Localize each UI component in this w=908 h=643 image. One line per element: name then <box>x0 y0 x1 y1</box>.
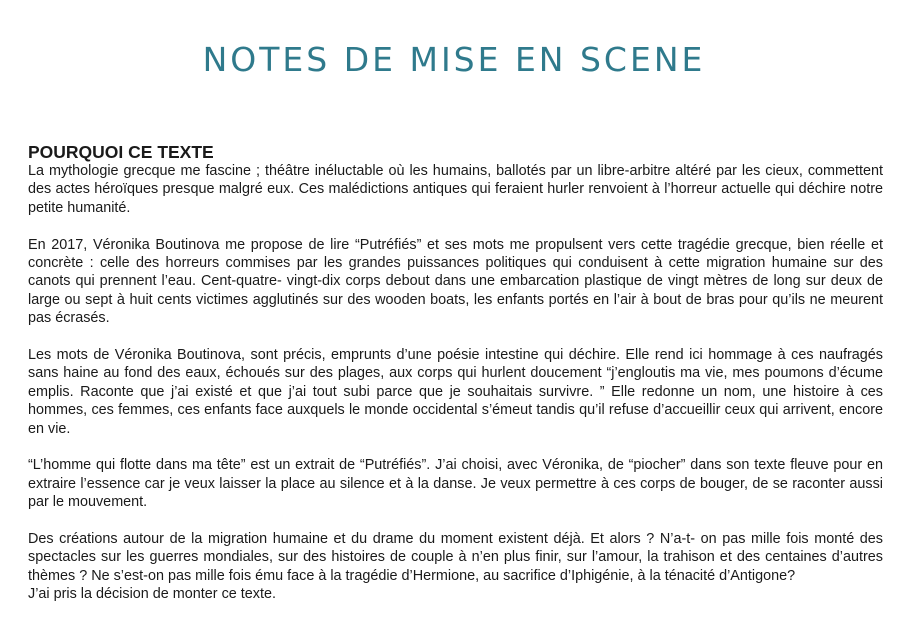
paragraph-extract-choice: “L’homme qui flotte dans ma tête” est un extrait de “Putréfiés”. J’ai choisi, avec Véronika, de “piocher” dans son texte fleuve pour en extraire l’essence car je veux laisser la place au silence et à la danse. Je veux permettre à ces corps de bouger, de se raconter aussi par le mouvement. <box>28 457 883 511</box>
paragraph-mythology: La mythologie grecque me fascine ; théâtre inéluctable où les humains, ballotés par un libre-arbitre altéré par les cieux, commettent des actes héroïques presque malgré eux. Ces malédictions antiques qui feraient hurler renvoient à l’horreur actuelle qui déchire notre petite humanité. <box>28 163 883 216</box>
paragraph-migration-creations: Des créations autour de la migration humaine et du drame du moment existent déjà. Et alors ? N’a-t- on pas mille fois monté des spectacles sur les guerres mondiales, sur des histoires de couple à n’en plus finir, sur l’amour, la trahison et des centaines d’autres thèmes ? Ne s’est-on pas mille fois ému face à la tragédie d’Hermione, au sacrifice d’Iphigénie, à la ténacité d’Antigone? <box>28 531 883 584</box>
paragraph-boutinova-words: Les mots de Véronika Boutinova, sont précis, emprunts d’une poésie intestine qui déchire. Elle rend ici hommage à ces naufragés sans haine au fond des eaux, échoués sur des plages, aux corps qui hurlent doucement “j’engloutis ma vie, mes poumons d’écume emplis. Raconte que j’ai existé et que j’ai tout subi parce que je souhaitais survivre. ” Elle redonne un nom, une histoire à ces hommes, ces femmes, ces enfants face auxquels le monde occidental s’émeut tandis qu’il refuse d’accueillir ceux qui arrivent, encore en vie. <box>28 347 883 437</box>
paragraph-2017-proposal: En 2017, Véronika Boutinova me propose de lire “Putréfiés” et ses mots me propulsent vers cette tragédie grecque, bien réelle et concrète : celle des horreurs commises par les grandes puissances politiques qui conduisent à cette migration humaine sur des canots qui prennent l’eau. Cent-quatre- vingt-dix corps debout dans une embarcation plastique de vingt mètres de long sur deux de large ou sept à huit cents victimes agglutinés sur des wooden boats, les enfants portés en l’air à bout de bras pour qu’ils ne meurent pas écrasés. <box>28 236 883 327</box>
section-heading: POURQUOI CE TEXTE <box>28 142 214 162</box>
paragraph-closing-line: J’ai pris la décision de monter ce texte. <box>28 586 276 603</box>
page-title: NOTES DE MISE EN SCENE <box>202 40 706 79</box>
section-pourquoi-ce-texte <box>28 142 883 604</box>
